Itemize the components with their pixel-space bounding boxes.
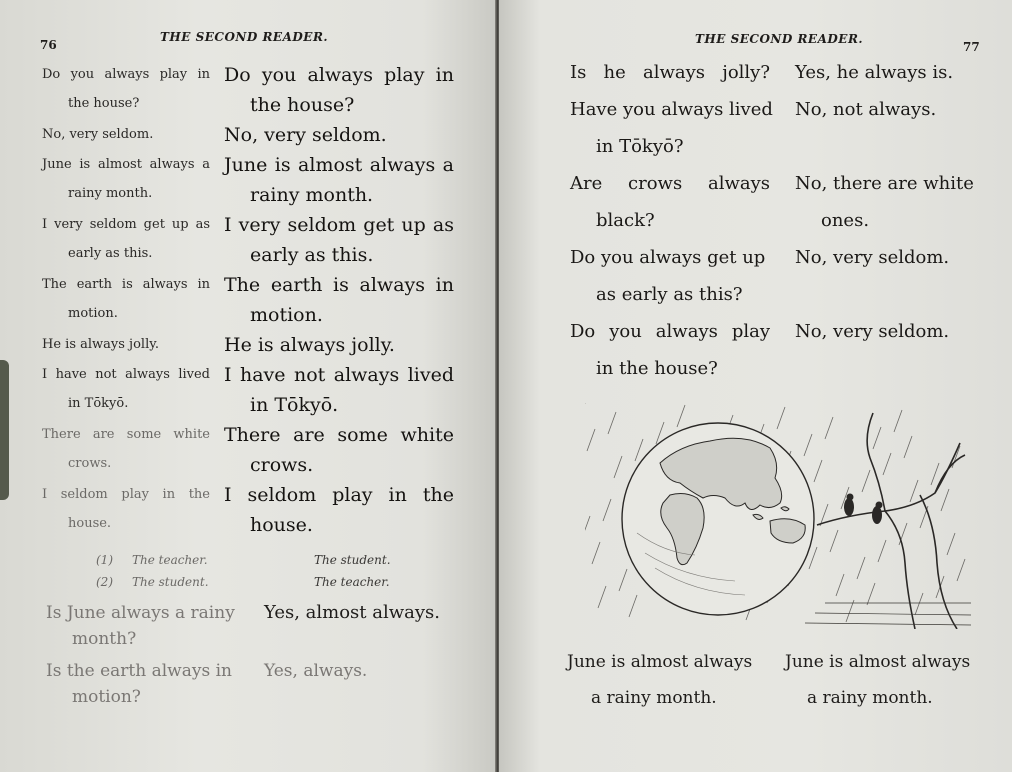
script-sentence: The earth is always in: [42, 277, 210, 292]
print-sentence: motion.: [250, 304, 323, 326]
rain-stroke: [585, 516, 590, 538]
role-right: The student.: [314, 553, 391, 567]
script-sentence: the house?: [68, 96, 140, 111]
rain-stroke: [825, 417, 833, 439]
rain-stroke: [947, 533, 955, 555]
dialog-question: Is the earth always in: [46, 661, 232, 681]
qa-question: Have you always lived: [570, 99, 773, 120]
sentence-pair: [42, 360, 454, 420]
print-sentence: I very seldom get up as: [224, 214, 454, 236]
rain-stroke: [915, 593, 923, 615]
dialog-answer: Yes, always.: [264, 661, 368, 681]
qa-question: in the house?: [596, 358, 718, 379]
print-sentence: crows.: [250, 454, 314, 476]
sentence-pair: [42, 120, 454, 150]
script-sentence: in Tōkyō.: [68, 396, 129, 411]
qa-answer: No, not always.: [795, 99, 937, 120]
qa-row: [570, 54, 985, 91]
script-sentence: early as this.: [68, 246, 153, 261]
print-sentence: The earth is always in: [224, 274, 454, 296]
rain-stroke: [862, 470, 870, 492]
rain-stroke: [904, 436, 912, 458]
rain-stroke: [777, 407, 785, 429]
page-edge-shadow: [0, 360, 9, 500]
caption-left: June is almost always: [567, 652, 753, 672]
globe-illustration: [585, 403, 971, 629]
qa-question: in Tōkyō?: [596, 136, 684, 157]
rain-stroke: [857, 557, 865, 579]
caption-right: June is almost always: [785, 652, 971, 672]
print-sentence: June is almost always a: [224, 154, 454, 176]
left-page: [0, 0, 497, 772]
script-sentence: motion.: [68, 306, 118, 321]
qa-question: Are crows always: [570, 173, 770, 194]
qa-answer: No, very seldom.: [795, 321, 950, 342]
script-sentence: June is almost always a: [42, 157, 210, 172]
running-head-left: THE SECOND READER.: [160, 30, 329, 44]
rain-stroke: [894, 410, 902, 432]
qa-row: [570, 239, 985, 313]
rain-stroke: [608, 412, 616, 434]
role-labels: [96, 549, 391, 593]
tree-branch: [817, 413, 965, 629]
sentence-pair: [42, 210, 454, 270]
print-sentence: in Tōkyō.: [250, 394, 339, 416]
script-sentence: I very seldom get up as: [42, 217, 210, 232]
print-sentence: house.: [250, 514, 313, 536]
qa-row: [570, 165, 985, 239]
sentence-pair: [42, 480, 454, 540]
rain-stroke: [830, 530, 838, 552]
dialog-question: Is June always a rainy: [46, 603, 235, 623]
question-answer-table: [570, 54, 985, 387]
script-sentence: He is always jolly.: [42, 337, 159, 352]
sentence-pair: [42, 270, 454, 330]
print-sentence: Do you always play in: [224, 64, 454, 86]
page-number-left: 76: [40, 38, 57, 52]
illustration-captions: [567, 644, 970, 716]
rain-stroke: [910, 480, 918, 502]
qa-question: Do you always play: [570, 321, 770, 342]
script-sentence: I have not always lived: [42, 367, 210, 382]
script-sentence: crows.: [68, 456, 112, 471]
caption-right: a rainy month.: [807, 688, 933, 708]
qa-answer: ones.: [821, 210, 870, 231]
script-sentence: rainy month.: [68, 186, 153, 201]
rain-stroke: [899, 523, 907, 545]
caption-left: a rainy month.: [591, 688, 717, 708]
dialog-question: motion?: [72, 687, 141, 707]
rain-stroke: [809, 547, 817, 569]
rain-stroke: [598, 586, 606, 608]
rain-stroke: [592, 542, 600, 564]
script-sentence: There are some white: [42, 427, 210, 442]
rain-stroke: [873, 427, 881, 449]
sentence-pair: [42, 330, 454, 360]
rain-stroke: [635, 439, 643, 461]
rain-stroke: [804, 434, 812, 456]
qa-question: black?: [596, 210, 655, 231]
print-sentence: No, very seldom.: [224, 124, 387, 146]
rain-stroke: [931, 463, 939, 485]
rain-stroke: [941, 489, 949, 511]
script-sentence: Do you always play in: [42, 67, 210, 82]
rain-stroke: [619, 569, 627, 591]
rain-stroke: [587, 429, 595, 451]
dialog-answer: Yes, almost always.: [264, 602, 440, 623]
role-number: (1): [96, 553, 113, 567]
rain-stroke: [883, 453, 891, 475]
qa-question: Do you always get up: [570, 247, 766, 268]
script-sentence: I seldom play in the: [42, 487, 210, 502]
qa-question: as early as this?: [596, 284, 743, 305]
rain-stroke: [867, 583, 875, 605]
script-sentence: house.: [68, 516, 112, 531]
print-sentence: There are some white: [224, 424, 454, 446]
print-sentence: I seldom play in the: [224, 484, 454, 506]
role-left: The teacher.: [132, 553, 208, 567]
sentence-pair: [42, 420, 454, 480]
role-left: The student.: [132, 575, 209, 589]
sentence-pair: [42, 150, 454, 210]
qa-answer: No, very seldom.: [795, 247, 950, 268]
rain-stroke: [614, 456, 622, 478]
rain-stroke: [677, 405, 685, 427]
birds-icon: [844, 494, 883, 525]
page-number-right: 77: [963, 40, 980, 54]
right-page: [499, 0, 1012, 772]
qa-answer: Yes, he always is.: [795, 62, 954, 83]
qa-answer: No, there are white: [795, 173, 974, 194]
sentence-pair: [42, 60, 454, 120]
rain-stroke: [629, 595, 637, 617]
qa-row: [570, 313, 985, 387]
print-sentence: early as this.: [250, 244, 374, 266]
qa-row: [570, 91, 985, 165]
role-number: (2): [96, 575, 113, 589]
dialog-question: month?: [72, 629, 137, 649]
dialog: [46, 600, 440, 710]
rain-stroke: [836, 574, 844, 596]
print-sentence: He is always jolly.: [224, 334, 395, 356]
print-sentence: rainy month.: [250, 184, 374, 206]
rain-stroke: [878, 540, 886, 562]
script-sentence: No, very seldom.: [42, 127, 154, 142]
role-right: The teacher.: [314, 575, 390, 589]
sentence-pairs: [42, 60, 454, 540]
print-sentence: the house?: [250, 94, 355, 116]
rain-stroke: [814, 460, 822, 482]
qa-question: Is he always jolly?: [570, 62, 770, 83]
rain-stroke: [957, 559, 965, 581]
rain-stroke: [603, 499, 611, 521]
print-sentence: I have not always lived: [224, 364, 454, 386]
running-head-right: THE SECOND READER.: [695, 32, 864, 46]
